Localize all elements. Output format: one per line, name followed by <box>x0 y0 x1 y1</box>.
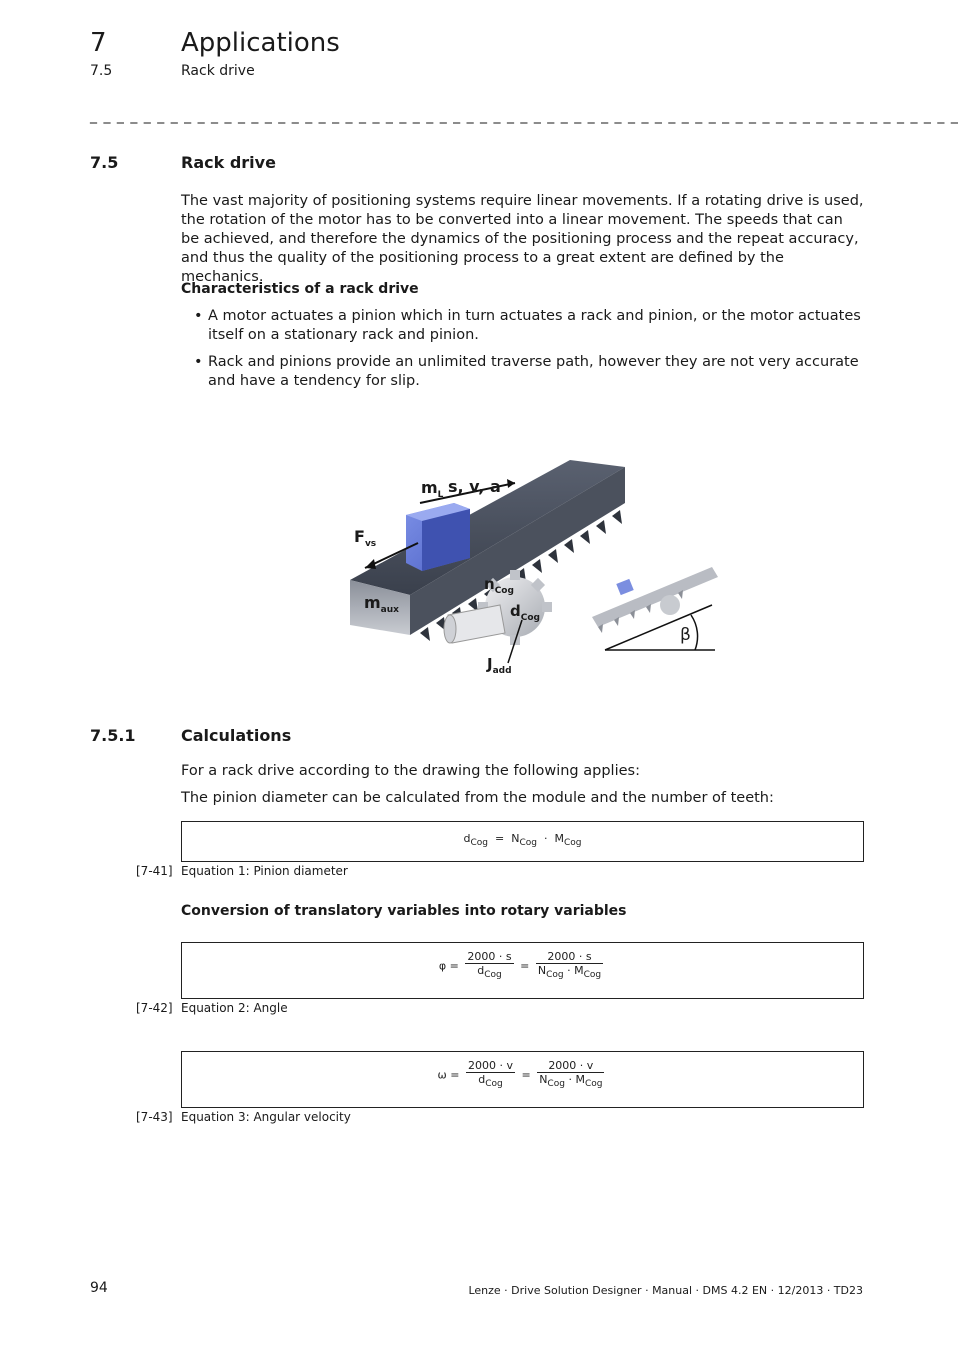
chapter-title: Applications <box>181 28 340 58</box>
header-section-number: 7.5 <box>90 63 113 79</box>
rack-drive-figure <box>340 455 730 685</box>
calc-paragraph-2: The pinion diameter can be calculated from the module and the number of teeth: <box>181 790 774 806</box>
bullet-text: A motor actuates a pinion which in turn actuates a rack and pinion, or the motor actuates itself on a stationary rack and pinion. <box>208 308 861 343</box>
section-title: Rack drive <box>181 153 276 172</box>
chapter-number: 7 <box>90 28 107 58</box>
label-svs: s, v, a <box>448 477 501 496</box>
rack-drive-illustration <box>340 455 730 685</box>
header-separator: _ _ _ _ _ _ _ _ _ _ _ _ _ _ _ _ _ _ _ _ _ _ _ _ _ _ _ _ _ _ _ _ _ _ _ _ _ _ _ _ _ _ _ _ _ _ _ _ _ _ _ _ _ _ _ _ _ _ _ _ _ _ _ _ _ <box>90 108 959 124</box>
bullet-icon: • <box>194 354 203 370</box>
bullet-icon: • <box>194 308 203 324</box>
equation-pinion-diameter: $d_{Cog} = N_{Cog} \cdot M_{Cog}$ <box>463 832 582 849</box>
subsection-number: 7.5.1 <box>90 726 136 745</box>
intro-paragraph: The vast majority of positioning systems require linear movements. If a rotating drive is used, the rotation of the motor has to be converted into a linear movement. The speeds that can be achieved, and therefore the dynamics of the positioning process and the repeat accuracy, and thus the quality of the positioning process to a great extent are defined by the mechanics. <box>181 193 864 285</box>
equation-caption: Equation 2: Angle <box>181 1001 288 1015</box>
bullet-item <box>194 353 864 391</box>
label-beta: β <box>680 625 691 645</box>
label-mass-aux: $m_{aux}$ <box>364 593 399 616</box>
bullet-item <box>194 307 864 345</box>
calc-paragraph-1: For a rack drive according to the drawing the following applies: <box>181 763 640 779</box>
label-d-cog: $d_{Cog}$ <box>510 602 540 623</box>
equation-caption: Equation 1: Pinion diameter <box>181 864 348 878</box>
subsection-title: Calculations <box>181 726 292 745</box>
page-number: 94 <box>90 1280 108 1296</box>
equation-angular-velocity: ω = $\frac{2000 \cdot v}{d_{Cog}}$ = $\frac{2000 \cdot v}{N_{Cog} \cdot M_{Cog}}$ <box>437 1059 603 1090</box>
bullet-text: Rack and pinions provide an unlimited traverse path, however they are not very accurate and have a tendency for slip. <box>208 354 859 389</box>
label-mass-load: $m_L$ <box>421 478 444 501</box>
equation-ref: [7-41] <box>136 864 173 878</box>
header-section-title: Rack drive <box>181 63 255 79</box>
equation-angle: φ = $\frac{2000 \cdot s}{d_{Cog}}$ = $\frac{2000 \cdot s}{N_{Cog} \cdot M_{Cog}}$ <box>438 950 602 981</box>
publication-info: Lenze · Drive Solution Designer · Manual · DMS 4.2 EN · 12/2013 · TD23 <box>468 1284 863 1297</box>
label-n-cog: $n_{Cog}$ <box>484 575 514 596</box>
characteristics-heading: Characteristics of a rack drive <box>181 281 419 297</box>
label-force-vs: $F_{vs}$ <box>354 527 377 550</box>
equation-ref: [7-43] <box>136 1110 173 1124</box>
conversion-heading: Conversion of translatory variables into rotary variables <box>181 903 627 919</box>
equation-box-pinion-diameter <box>181 821 864 862</box>
equation-box-angle <box>181 942 864 999</box>
label-j-add: $J_{add}$ <box>487 655 512 676</box>
section-number: 7.5 <box>90 153 119 172</box>
equation-caption: Equation 3: Angular velocity <box>181 1110 351 1124</box>
equation-box-angular-velocity <box>181 1051 864 1108</box>
equation-ref: [7-42] <box>136 1001 173 1015</box>
